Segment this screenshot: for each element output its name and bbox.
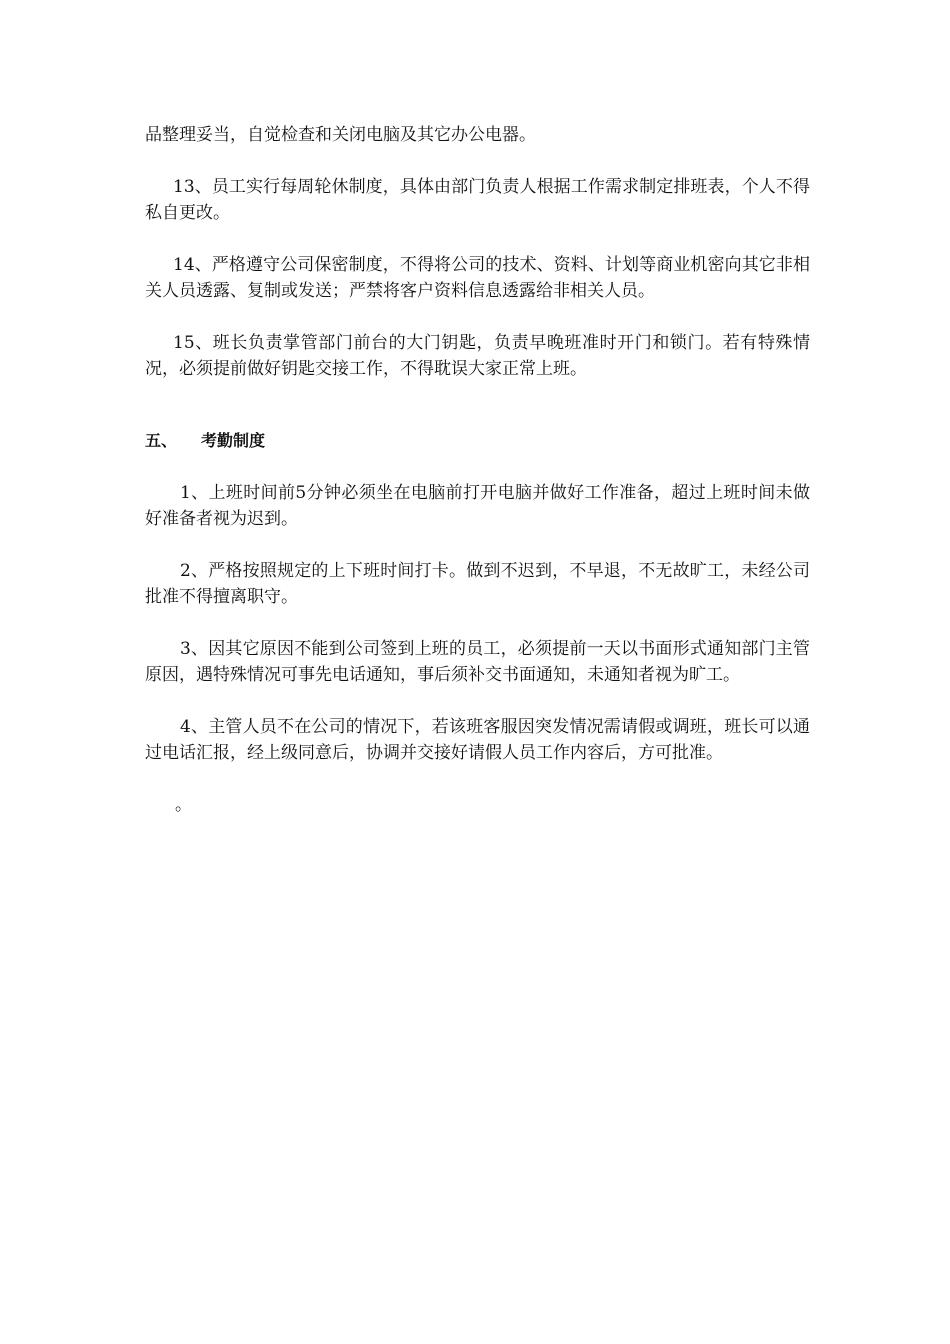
paragraph-continuation: 品整理妥当，自觉检查和关闭电脑及其它办公电器。 (145, 125, 536, 145)
rule-item-14: 14、严格遵守公司保密制度，不得将公司的技术、资料、计划等商业机密向其它非相关人员透露、复制或发送；严禁将客户资料信息透露给非相关人员。 (145, 255, 810, 301)
section-number: 五、 (145, 431, 178, 450)
rule-item-13: 13、员工实行每周轮休制度，具体由部门负责人根据工作需求制定排班表，个人不得私自更改。 (145, 177, 810, 223)
attendance-item-3: 3、因其它原因不能到公司签到上班的员工，必须提前一天以书面形式通知部门主管原因，遇特殊情况可事先电话通知，事后须补交书面通知，未通知者视为旷工。 (145, 639, 810, 685)
rule-item-15: 15、班长负责掌管部门前台的大门钥匙，负责早晚班准时开门和锁门。若有特殊情况，必须提前做好钥匙交接工作，不得耽误大家正常上班。 (145, 333, 810, 379)
attendance-item-1: 1、上班时间前5分钟必须坐在电脑前打开电脑并做好工作准备，超过上班时间未做好准备者视为迟到。 (145, 483, 810, 529)
section-heading-attendance (145, 428, 810, 454)
attendance-item-2: 2、严格按照规定的上下班时间打卡。做到不迟到，不早退，不无故旷工，未经公司批准不得擅离职守。 (145, 561, 810, 607)
trailing-period: 。 (175, 795, 192, 815)
attendance-item-4: 4、主管人员不在公司的情况下，若该班客服因突发情况需请假或调班，班长可以通过电话汇报，经上级同意后，协调并交接好请假人员工作内容后，方可批准。 (145, 717, 810, 763)
document-page (145, 122, 810, 818)
section-title: 考勤制度 (201, 431, 266, 450)
